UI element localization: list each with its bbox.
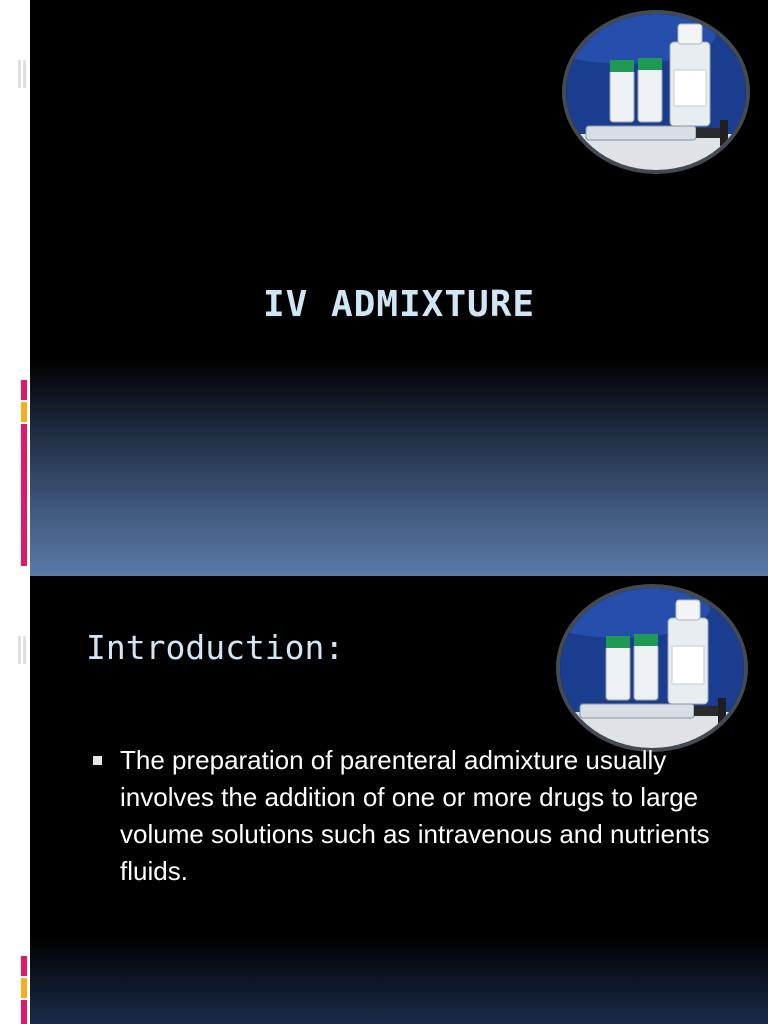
- slide-title: IV ADMIXTURE: [262, 284, 536, 325]
- list-item: [90, 742, 710, 890]
- bullet-list: [90, 742, 710, 890]
- medicine-vials-photo: [562, 10, 750, 174]
- bullet-square-icon: [93, 756, 102, 765]
- medicine-vials-photo: [556, 584, 748, 752]
- edge-accent-pink: [21, 1000, 27, 1024]
- slide-heading: Introduction:: [86, 628, 345, 667]
- edge-accent-yellow: [21, 978, 27, 998]
- edge-mark: [18, 60, 21, 88]
- bullet-text: The preparation of parenteral admixture usually involves the addition of one or more drugs to large volume solutions such as intravenous and nutrients fluids.: [120, 745, 710, 886]
- edge-mark: [23, 60, 26, 88]
- edge-accent-pink: [21, 424, 27, 566]
- edge-mark: [23, 636, 26, 664]
- edge-accent-pink: [21, 956, 27, 976]
- title-slide: [30, 0, 768, 576]
- introduction-slide: [30, 576, 768, 1024]
- edge-mark: [18, 636, 21, 664]
- edge-accent-yellow: [21, 402, 27, 422]
- edge-accent-pink: [21, 380, 27, 400]
